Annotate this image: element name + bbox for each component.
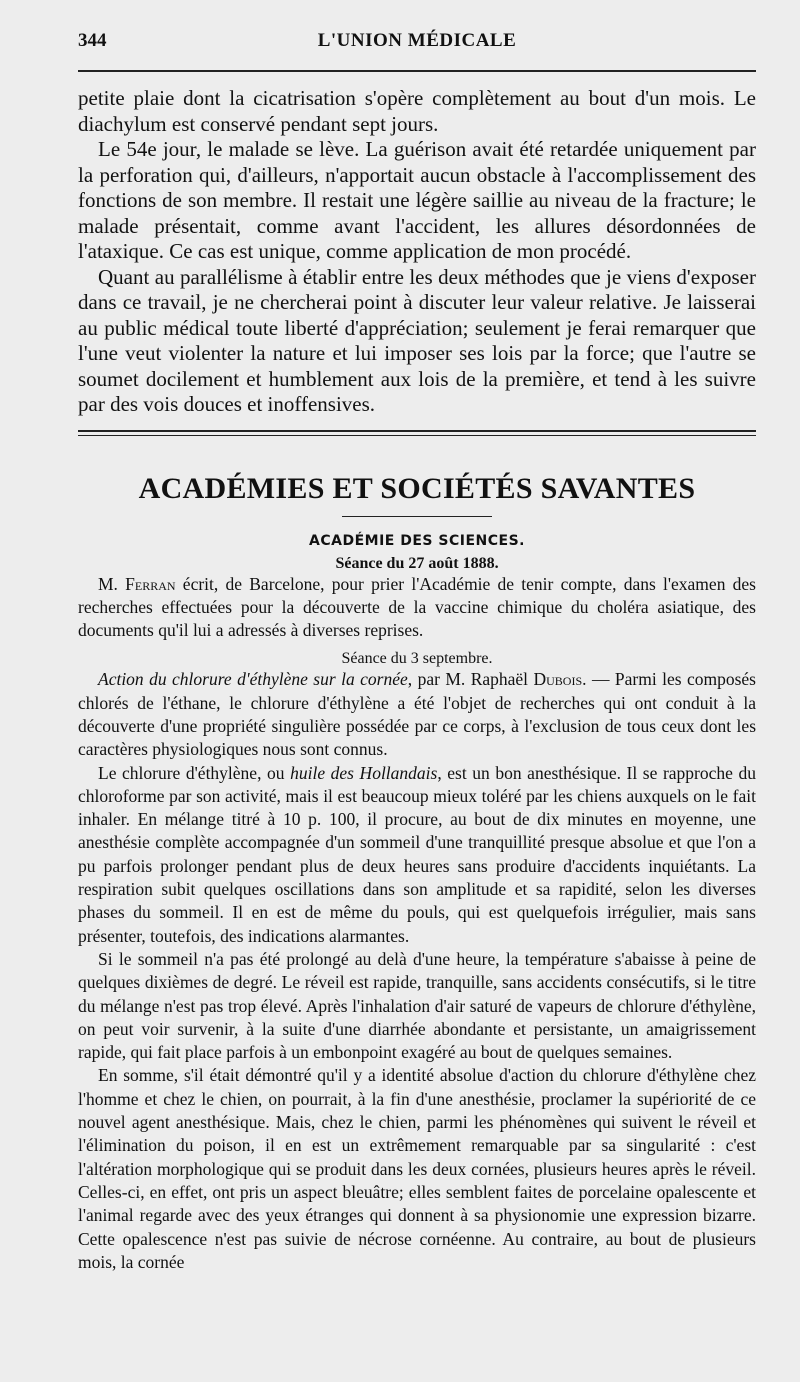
paragraph-chlorure: [78, 762, 756, 948]
paragraph-text: Le chlorure d'éthylène, ou: [98, 762, 291, 783]
author-name: M. Ferran: [98, 573, 176, 594]
paragraph-text: . — Parmi les composés chlorés de l'éthane, le chlorure d'éthylène a été l'objet de recherches qui ont conduit à la découverte d'une propriété singulière possédée par ce corps, à l'exclusion de tous ceux dont les caractères physiologiques nous sont connus.: [78, 669, 756, 760]
section-title-underline: [342, 516, 492, 517]
academy-heading: ACADÉMIE DES SCIENCES.: [309, 532, 525, 549]
article-author: Dubois: [533, 669, 583, 690]
running-head: L'UNION MÉDICALE: [317, 30, 517, 51]
page-header: [78, 30, 756, 60]
section-title: ACADÉMIES ET SOCIÉTÉS SAVANTES: [138, 471, 696, 505]
header-rule: [78, 70, 756, 72]
article-byline: , par M. Raphaël: [407, 669, 534, 690]
paragraph-ferran: [78, 573, 756, 643]
paragraph-text: , est un bon anesthésique. Il se rapproche du chloroforme par son activité, mais il est beaucoup mieux toléré par les chiens auxquels on le fait inhaler. En mélange titré à 10 p. 100, il procure, au bout de dix minutes en moyenne, une anesthésie complète accompagnée d'un sommeil d'une tranquillité presque absolue et que l'on a pu parfois prolonger pendant plus de deux heures sans produire d'accidents inquiétants. La respiration subit quelques oscillations dans son amplitude et sa rapidité, selon les diverses phases du sommeil. Il en est de même du pouls, qui est quelquefois irrégulier, mais sans présenter, toutefois, des indications alarmantes.: [78, 762, 756, 946]
page-number: 344: [78, 30, 107, 51]
paragraph-continuation: petite plaie dont la cicatrisation s'opère complètement au bout d'un mois. Le diachylum est conservé pendant sept jours.: [78, 86, 756, 136]
italic-term: huile des Hollandais: [290, 762, 438, 783]
paragraph-en-somme: En somme, s'il était démontré qu'il y a identité absolue d'action du chlorure d'éthylène chez l'homme et chez le chien, on pourrait, à la fin d'une anesthésie, proclamer la supériorité de ce nouvel agent anesthésique. Mais, chez le chien, parmi les phénomènes qui suivent le réveil et l'élimination du poison, il en est un extrêmement remarquable par sa singularité : c'est l'altération morphologique qui se produit dans les deux cornées, plusieurs heures après le réveil. Celles-ci, en effet, ont pris un aspect bleuâtre; elles semblent faites de porcelaine opalescente et l'animal regarde avec des yeux étranges qui donnent à sa physionomie une expression bizarre. Cette opalescence n'est pas suivie de nécrose cornéenne. Au contraire, au bout de plusieurs mois, la cornée: [78, 1065, 756, 1272]
paragraph-parallelism: Quant au parallélisme à établir entre les deux méthodes que je viens d'exposer dans ce travail, je ne chercherai point à discuter leur valeur relative. Je laisserai au public médical toute liberté d'appréciation; seulement je ferai remarquer que l'une veut violenter la nature et lui imposer ses lois par la force; que l'autre se soumet docilement et humblement aux lois de la première, et tend à les suivre par des vois douces et inoffensives.: [78, 264, 756, 416]
page-body: [78, 86, 756, 1274]
section-divider: [78, 430, 756, 436]
session-date-2: Séance du 3 septembre.: [341, 650, 493, 668]
paragraph-recovery: Le 54e jour, le malade se lève. La guérison avait été retardée uniquement par la perforation qui, d'ailleurs, n'apportait aucun obstacle à l'accomplissement des fonctions de son membre. Il restait une légère saillie au niveau de la fracture; le malade présentait, comme avant l'accident, les allures désordonnées de l'ataxique. Ce cas est unique, comme application de mon procédé.: [78, 137, 756, 263]
paragraph-text: écrit, de Barcelone, pour prier l'Académie de tenir compte, dans l'examen des recherches effectuées pour la découverte de la vaccine chimique du choléra asiatique, des documents qu'il lui a adressés à diverses reprises.: [78, 573, 756, 641]
paragraph-sommeil: Si le sommeil n'a pas été prolongé au delà d'une heure, la température s'abaisse à peine de quelques dixièmes de degré. Le réveil est rapide, tranquille, sans accidents consécutifs, si le titre du mélange n'est pas trop élevé. Après l'inhalation d'air saturé de vapeurs de chlorure d'éthylène, on peut voir survenir, à la suite d'une diarrhée abondante et persistante, un amaigrissement rapide, qui fait place parfois à un embonpoint exagéré au bout de quelques semaines.: [78, 948, 756, 1063]
paragraph-action: [78, 668, 756, 761]
session-date-1: Séance du 27 août 1888.: [335, 554, 499, 572]
article-title: Action du chlorure d'éthylène sur la cornée: [98, 669, 408, 690]
